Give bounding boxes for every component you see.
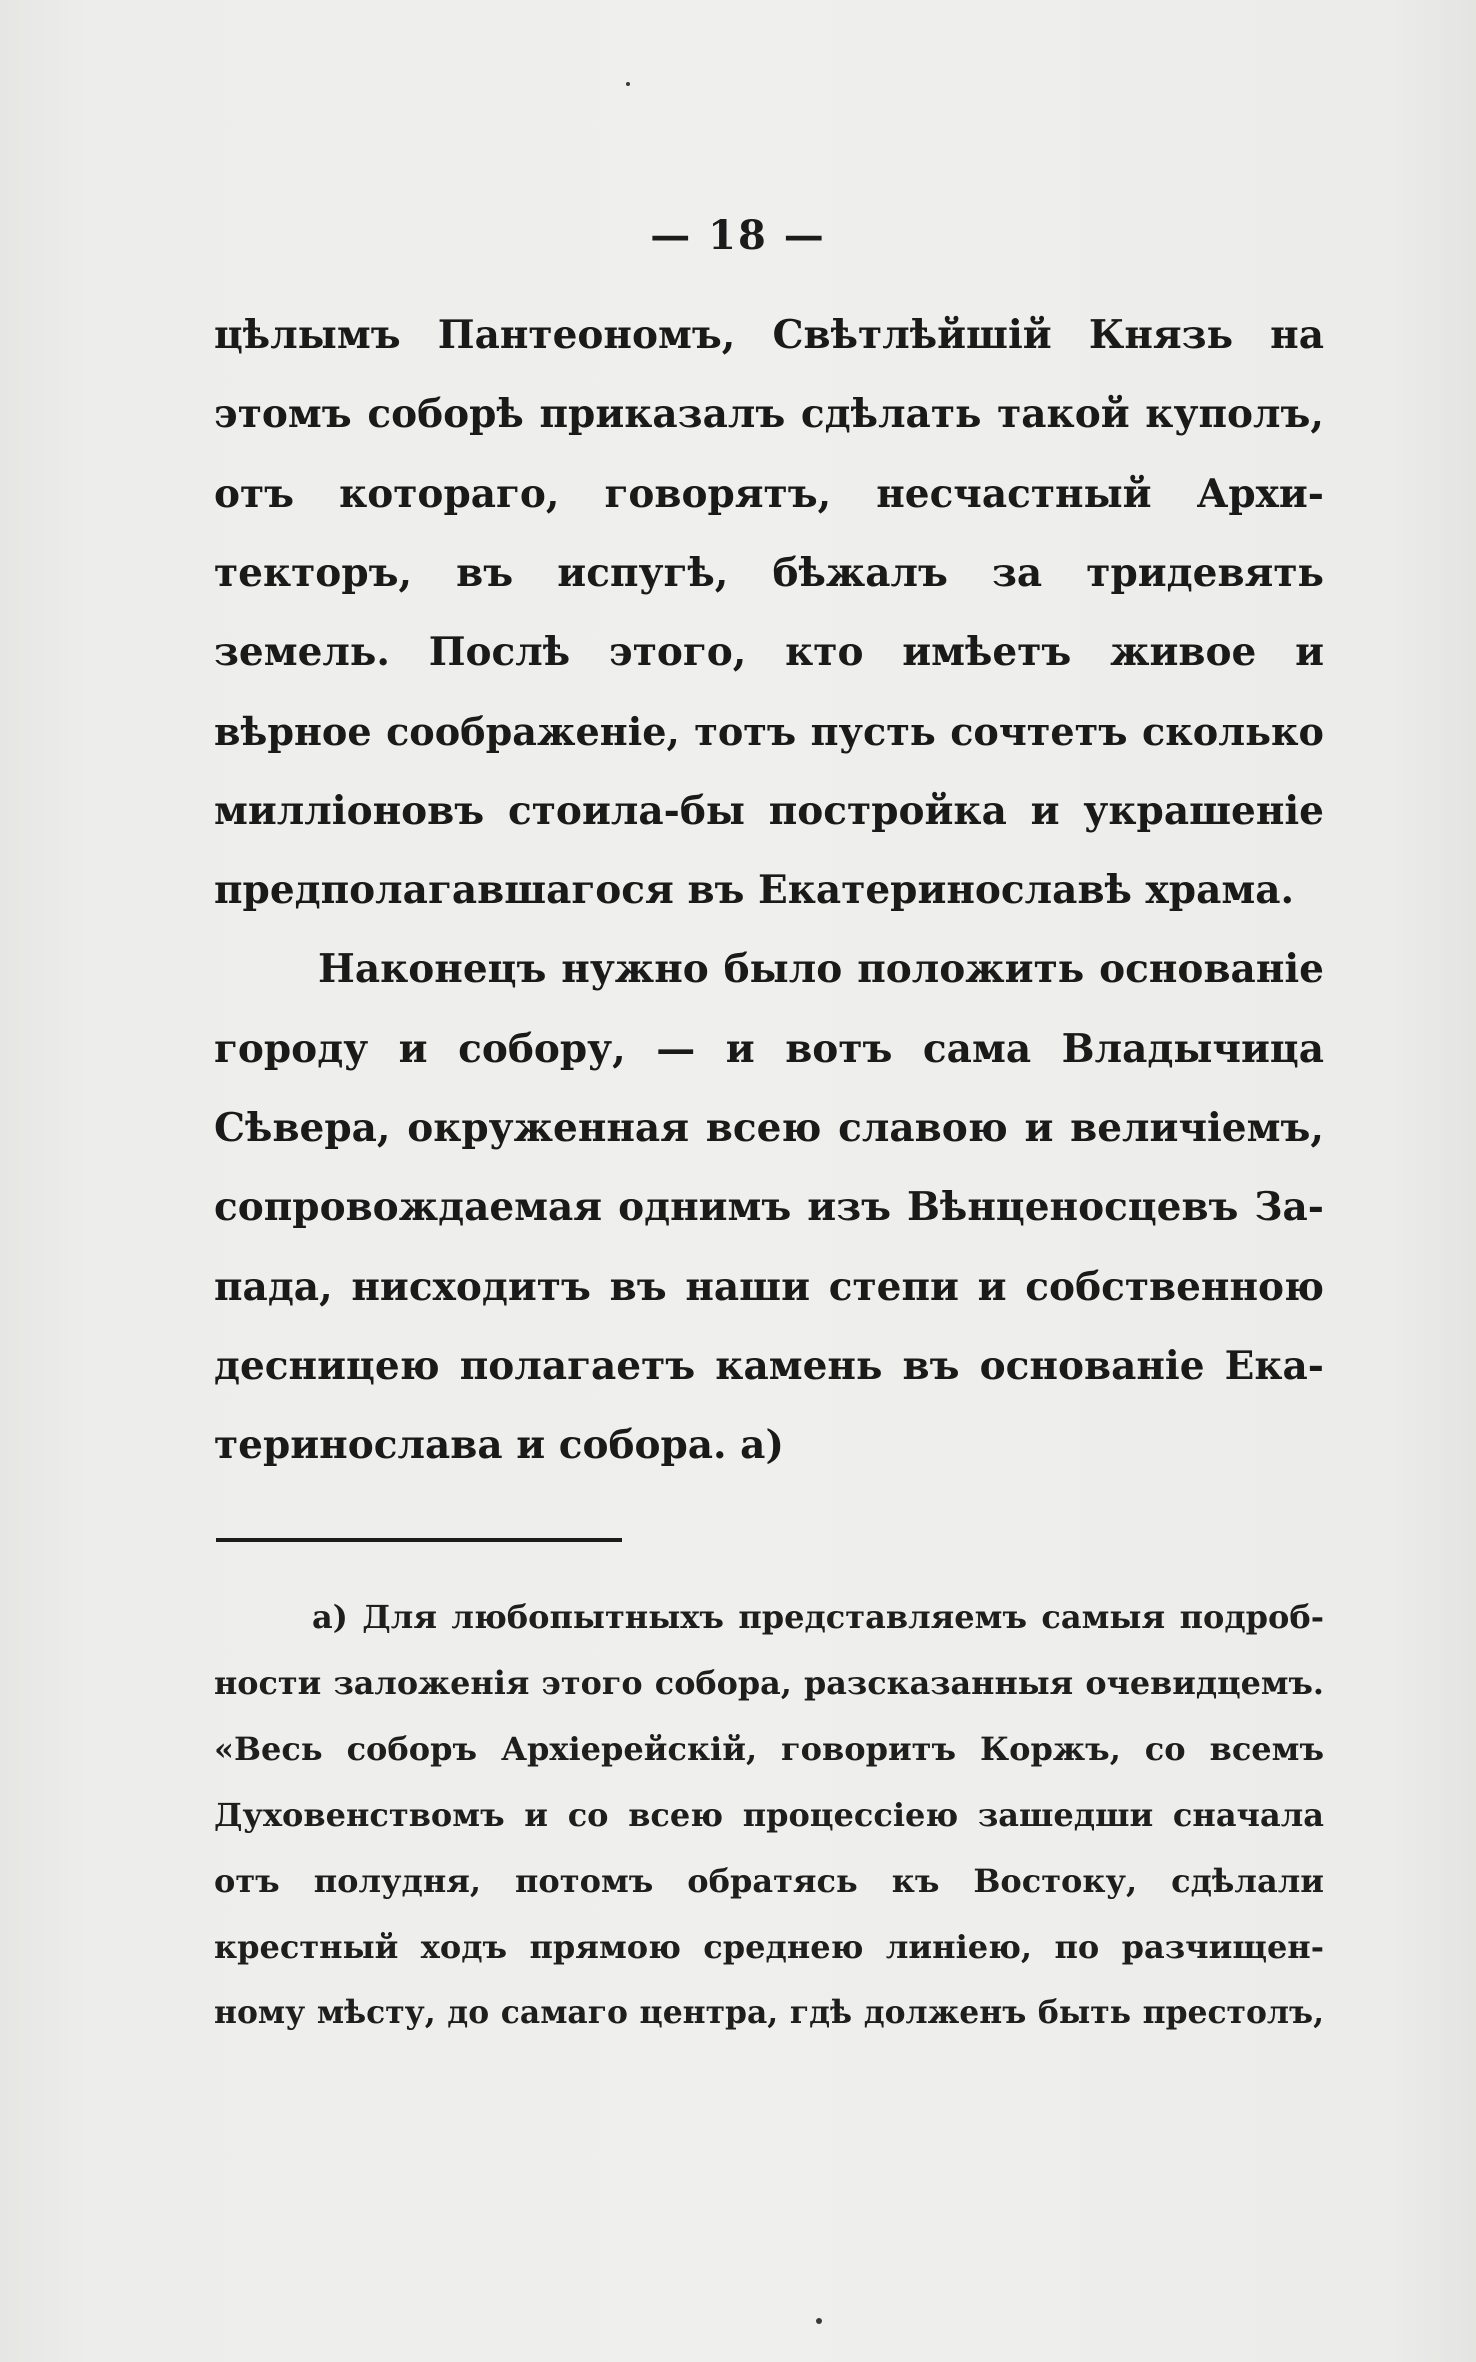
text-line: сопровождаемая однимъ изъ Вѣнценосцевъ За-: [214, 1184, 1324, 1231]
page-number: — 18 —: [650, 212, 826, 259]
paragraph-start-line: Наконецъ нужно было положить основаніе: [318, 946, 1324, 993]
main-text: [214, 296, 1324, 1485]
paper-speck: [816, 2318, 822, 2324]
text-line: пада, нисходитъ въ наши степи и собственною: [214, 1263, 1324, 1310]
footnote-line: Духовенствомъ и со всею процессіею зашедши сначала: [214, 1796, 1324, 1834]
text-line: Сѣвера, окруженная всею славою и величіемъ,: [214, 1104, 1324, 1151]
footnote-line: ному мѣсту, до самаго центра, гдѣ долженъ быть престолъ,: [214, 1995, 1324, 2031]
footnote: [214, 1584, 1324, 2046]
text-line: этомъ соборѣ приказалъ сдѣлать такой куполъ,: [214, 391, 1324, 438]
text-line: милліоновъ стоила-бы постройка и украшеніе: [214, 787, 1324, 834]
footnote-line: ности заложенія этого собора, разсказанныя очевидцемъ.: [214, 1664, 1324, 1702]
text-line: земель. Послѣ этого, кто имѣетъ живое и: [214, 629, 1324, 676]
text-line: теринослава и собора. а): [214, 1422, 784, 1469]
footnote-line: отъ полудня, потомъ обратясь къ Востоку, сдѣлали: [214, 1862, 1324, 1900]
text-line: текторъ, въ испугѣ, бѣжалъ за тридевять: [214, 549, 1324, 596]
text-line: отъ котораго, говорятъ, несчастный Архи-: [214, 470, 1324, 517]
paper-speck: [626, 82, 630, 86]
text-line: цѣлымъ Пантеономъ, Свѣтлѣйшій Князь на: [214, 312, 1324, 358]
text-line: вѣрное соображеніе, тотъ пусть сочтетъ сколько: [214, 709, 1324, 755]
footnote-line: «Весь соборъ Архіерейскій, говоритъ Коржъ, со всемъ: [214, 1730, 1324, 1768]
footnote-line: а) Для любопытныхъ представляемъ самыя подроб-: [312, 1598, 1324, 1636]
text-line: предполагавшагося въ Екатеринославѣ храма.: [214, 867, 1295, 914]
footnote-divider: [216, 1538, 622, 1542]
text-line: десницею полагаетъ камень въ основаніе Ека-: [214, 1342, 1324, 1389]
text-line: городу и собору, — и вотъ сама Владычица: [214, 1025, 1324, 1072]
footnote-line: крестный ходъ прямою среднею линіею, по разчищен-: [214, 1928, 1324, 1966]
